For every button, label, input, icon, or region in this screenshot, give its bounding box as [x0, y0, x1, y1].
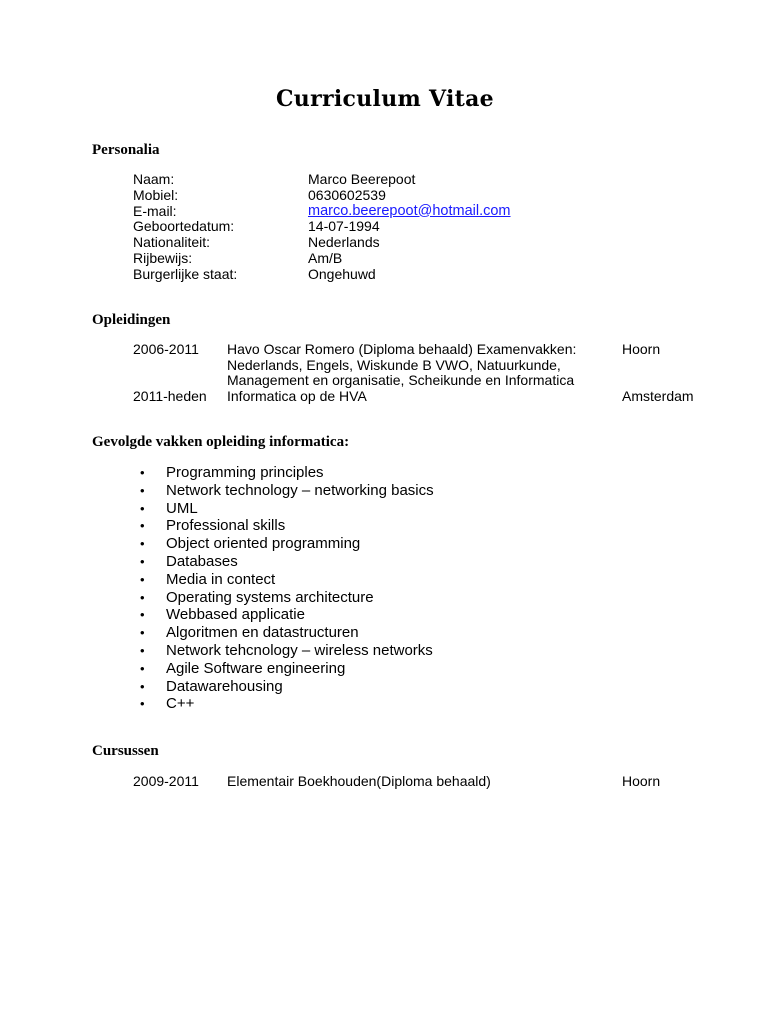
- personalia-row-email: [133, 204, 511, 220]
- education-description-line: Nederlands, Engels, Wiskunde B VWO, Natuurkunde,: [227, 356, 561, 373]
- education-place: Amsterdam: [622, 388, 694, 405]
- name-value: Marco Beerepoot: [308, 171, 416, 187]
- personalia-section: [133, 172, 511, 283]
- education-description: [227, 342, 622, 389]
- list-item-label: UML: [166, 499, 198, 517]
- course-years: 2009-2011: [133, 773, 199, 789]
- cursussen-heading: Cursussen: [92, 743, 159, 759]
- marital-status-value: Ongehuwd: [308, 265, 376, 282]
- bullet-icon: •: [140, 553, 145, 569]
- list-item: [140, 517, 434, 535]
- course-place: Hoorn: [622, 773, 661, 789]
- list-item-label: C++: [166, 695, 195, 713]
- list-item-label: Algoritmen en datastructuren: [166, 624, 359, 642]
- list-item-label: Professional skills: [166, 517, 286, 535]
- education-entry: [133, 389, 733, 405]
- opleidingen-heading: Opleidingen: [92, 312, 171, 328]
- list-item-label: Databases: [166, 552, 238, 570]
- education-description-line: Management en organisatie, Scheikunde en Informatica: [227, 372, 575, 389]
- bullet-icon: •: [140, 607, 145, 623]
- vakken-list: [140, 464, 434, 713]
- email-label: E-mail:: [133, 202, 177, 219]
- license-label: Rijbewijs:: [133, 249, 193, 266]
- list-item-label: Network tehcnology – wireless networks: [166, 641, 433, 659]
- document-title: Curriculum Vitae: [276, 86, 494, 112]
- personalia-row-mobile: [133, 188, 511, 204]
- name-label: Naam:: [133, 171, 175, 187]
- email-link[interactable]: marco.beerepoot@hotmail.com: [308, 202, 511, 219]
- vakken-heading: Gevolgde vakken opleiding informatica:: [92, 434, 350, 450]
- education-description: [227, 389, 622, 405]
- list-item: [140, 482, 434, 500]
- personalia-row-name: [133, 172, 511, 188]
- education-description-line: Havo Oscar Romero (Diploma behaald) Examenvakken:: [227, 341, 577, 357]
- bullet-icon: •: [140, 642, 145, 658]
- list-item: [140, 571, 434, 589]
- education-entry: [133, 342, 733, 389]
- list-item-label: Agile Software engineering: [166, 659, 346, 677]
- marital-status-label: Burgerlijke staat:: [133, 265, 238, 282]
- education-years: 2011-heden: [133, 388, 207, 405]
- list-item-label: Operating systems architecture: [166, 588, 374, 606]
- bullet-icon: •: [140, 465, 145, 480]
- opleidingen-section: [133, 342, 733, 405]
- bullet-icon: •: [140, 500, 145, 516]
- list-item: [140, 553, 434, 571]
- bullet-icon: •: [140, 589, 145, 605]
- education-description-line: Informatica op de HVA: [227, 388, 367, 405]
- list-item: [140, 695, 434, 713]
- course-description-line: Elementair Boekhouden(Diploma behaald): [227, 773, 491, 789]
- list-item: [140, 606, 434, 624]
- bullet-icon: •: [140, 678, 145, 694]
- list-item: [140, 589, 434, 607]
- mobile-label: Mobiel:: [133, 186, 179, 203]
- license-value: Am/B: [308, 249, 343, 266]
- personalia-heading: Personalia: [92, 142, 160, 158]
- nationality-label: Nationaliteit:: [133, 234, 211, 251]
- education-years: 2006-2011: [133, 341, 199, 357]
- nationality-value: Nederlands: [308, 234, 380, 251]
- bullet-icon: •: [140, 536, 145, 552]
- bullet-icon: •: [140, 518, 145, 534]
- list-item-label: Datawarehousing: [166, 677, 283, 695]
- list-item: [140, 660, 434, 678]
- cursussen-section: [133, 774, 733, 790]
- bullet-icon: •: [140, 660, 145, 676]
- course-entry: [133, 774, 733, 790]
- list-item: [140, 500, 434, 518]
- list-item: [140, 624, 434, 642]
- list-item-label: Object oriented programming: [166, 535, 361, 553]
- personalia-row-nationality: [133, 235, 511, 251]
- personalia-row-birthdate: [133, 219, 511, 235]
- list-item: [140, 642, 434, 660]
- mobile-value: 0630602539: [308, 186, 386, 203]
- list-item: [140, 678, 434, 696]
- personalia-row-license: [133, 251, 511, 267]
- list-item-label: Network technology – networking basics: [166, 481, 434, 499]
- bullet-icon: •: [140, 571, 145, 587]
- bullet-icon: •: [140, 696, 145, 712]
- list-item: [140, 464, 434, 482]
- birthdate-label: Geboortedatum:: [133, 218, 235, 235]
- list-item-label: Programming principles: [166, 464, 324, 481]
- birthdate-value: 14-07-1994: [308, 218, 380, 235]
- bullet-icon: •: [140, 625, 145, 641]
- education-place: Hoorn: [622, 341, 661, 357]
- list-item: [140, 535, 434, 553]
- list-item-label: Webbased applicatie: [166, 606, 305, 624]
- personalia-row-marital: [133, 267, 511, 283]
- course-description: [227, 774, 622, 790]
- bullet-icon: •: [140, 482, 145, 498]
- list-item-label: Media in contect: [166, 570, 276, 588]
